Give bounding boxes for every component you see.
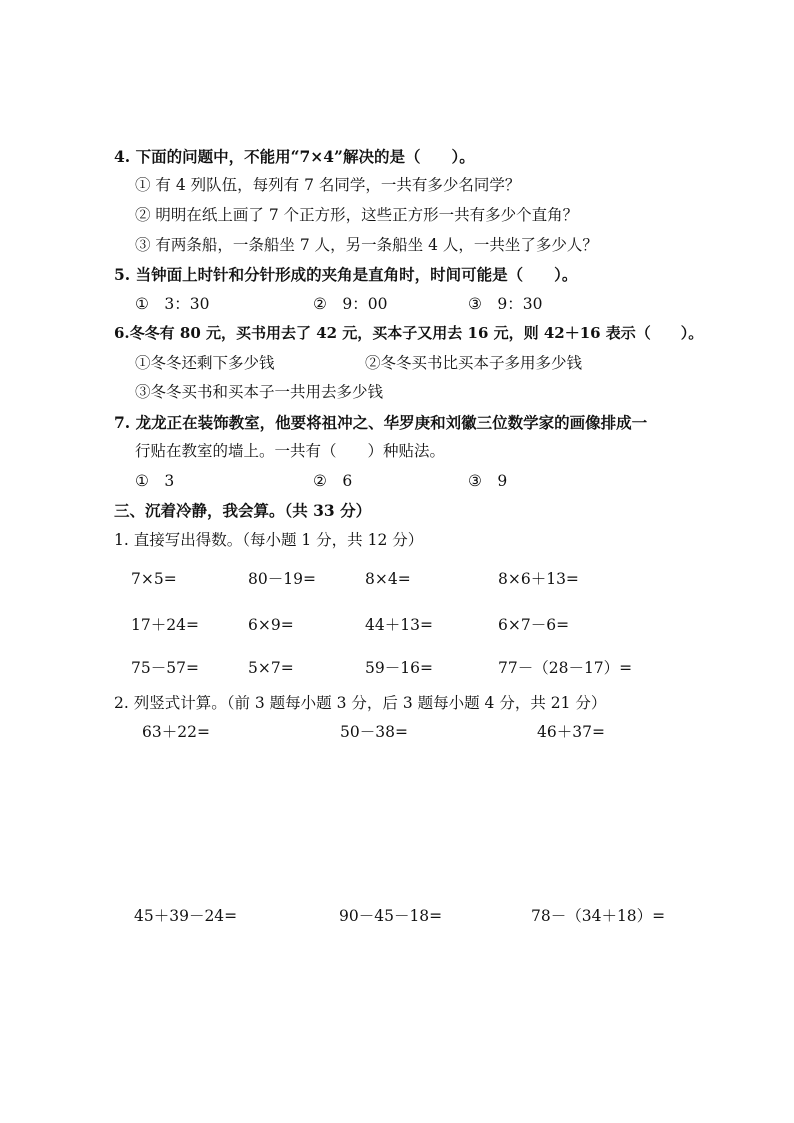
calc-item: 80－19=	[248, 570, 316, 588]
calc-item: 8×4=	[365, 570, 411, 588]
q7-stem-line2: 行贴在教室的墙上。一共有（ ）种贴法。	[135, 442, 446, 460]
vertical-calc-item: 46＋37=	[537, 723, 605, 741]
calc-item: 8×6＋13=	[498, 570, 579, 588]
q6-option-3: ③冬冬买书和买本子一共用去多少钱	[135, 383, 384, 401]
calc-item: 6×9=	[248, 616, 294, 634]
calc-item: 59－16=	[365, 659, 433, 677]
calc-item: 5×7=	[248, 659, 294, 677]
q4-stem: 4. 下面的问题中，不能用“7×4”解决的是（ ）。	[114, 147, 475, 166]
calc-item: 75－57=	[131, 659, 199, 677]
q4-option-3: ③ 有两条船，一条船坐 7 人，另一条船坐 4 人，一共坐了多少人？	[135, 236, 598, 254]
q7-option-3: ③ 9	[468, 472, 508, 490]
q7-option-1: ① 3	[135, 472, 175, 490]
q4-option-2: ② 明明在纸上画了 7 个正方形，这些正方形一共有多少个直角？	[135, 206, 579, 224]
q5-stem: 5. 当钟面上时针和分针形成的夹角是直角时，时间可能是（ ）。	[114, 265, 578, 284]
vertical-calc-item: 78－（34＋18）=	[531, 907, 666, 925]
q5-option-3: ③ 9：30	[468, 295, 543, 313]
q7-option-2: ② 6	[313, 472, 353, 490]
q6-option-2: ②冬冬买书比买本子多用多少钱	[365, 354, 583, 372]
q5-option-1: ① 3：30	[135, 295, 210, 313]
q4-option-1: ① 有 4 列队伍，每列有 7 名同学，一共有多少名同学？	[135, 176, 521, 194]
vertical-calc-item: 45＋39－24=	[134, 907, 238, 925]
vertical-calc-item: 63＋22=	[142, 723, 210, 741]
vertical-calc-item: 50－38=	[340, 723, 408, 741]
q6-stem: 6.冬冬有 80 元，买书用去了 42 元，买本子又用去 16 元，则 42＋16 表示（ ）。	[114, 324, 704, 342]
calc-item: 44＋13=	[365, 616, 433, 634]
q7-stem-line1: 7. 龙龙正在装饰教室，他要将祖冲之、华罗庚和刘徽三位数学家的画像排成一	[114, 413, 648, 432]
q5-option-2: ② 9：00	[313, 295, 388, 313]
part-2-title: 2. 列竖式计算。（前 3 题每小题 3 分，后 3 题每小题 4 分，共 21 分）	[114, 694, 607, 712]
q6-option-1: ①冬冬还剩下多少钱	[135, 354, 275, 372]
vertical-calc-item: 90－45－18=	[339, 907, 443, 925]
part-1-title: 1. 直接写出得数。（每小题 1 分，共 12 分）	[114, 531, 424, 549]
calc-item: 7×5=	[131, 570, 177, 588]
calc-item: 17＋24=	[131, 616, 199, 634]
calc-item: 6×7－6=	[498, 616, 570, 634]
calc-item: 77－（28－17）=	[498, 659, 633, 677]
section-3-title: 三、沉着冷静，我会算。（共 33 分）	[114, 501, 372, 520]
